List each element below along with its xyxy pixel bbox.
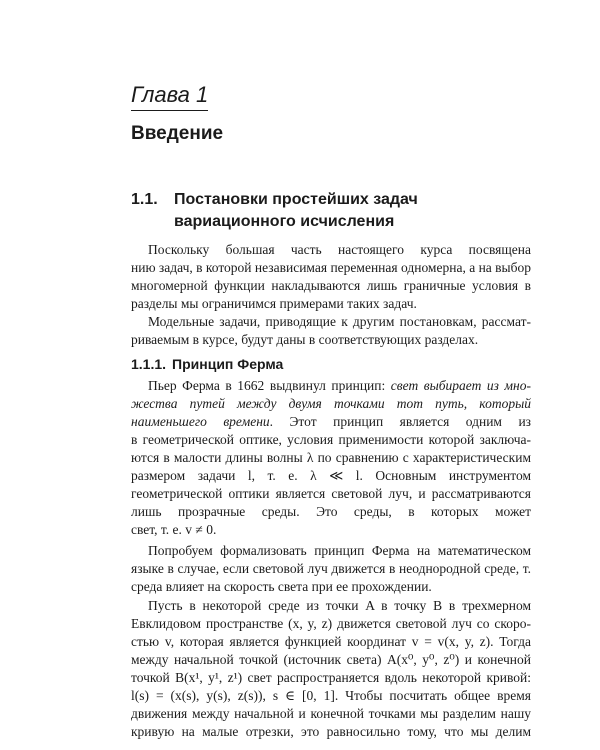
text-line: лишь прозрачные среды. Это среды, в которых может <box>131 504 531 519</box>
text-line: в геометрической оптике, условия применимости которой заключа- <box>131 432 531 447</box>
fermat-paragraph-2 <box>131 542 531 596</box>
text-line: l(s) = (x(s), y(s), z(s)), s ∈ [0, 1]. Чтобы посчитать общее время <box>131 688 531 703</box>
text-line: наименьшего времени. Этот принцип является одним из <box>131 414 531 429</box>
fermat-paragraph-1 <box>131 377 531 539</box>
section-title-line-1: Постановки простейших задач <box>174 191 418 208</box>
emphasis-text: свет выбирает из мно- <box>390 378 531 393</box>
text-line: языке в случае, если световой луч движется в неоднородной среде, т. <box>131 561 531 576</box>
text-line: Попробуем формализовать принцип Ферма на математическом <box>148 543 531 558</box>
text-line: ются в малости длины волны λ по сравнению с характеристическим <box>131 450 531 465</box>
text-line: геометрической оптики является световой луч, и рассматриваются <box>131 486 531 501</box>
text-line: кривую на малые отрезки, это равносильно тому, что мы делим <box>131 724 531 739</box>
subsection-title: Принцип Ферма <box>172 356 284 372</box>
chapter-label: Глава 1 <box>131 82 208 111</box>
emphasis-line: жества путей между двумя точками тот путь, который <box>131 396 531 411</box>
text-line: нию задач, в которой независимая переменная одномерна, а на выбор <box>131 260 531 275</box>
intro-paragraph-2 <box>131 313 531 349</box>
text-line: среда влияет на скорость света при ее прохождении. <box>131 579 432 594</box>
text-line: разделы мы ограничимся примерами таких задач. <box>131 296 417 311</box>
text-line: стью v, которая является функцией координат v = v(x, y, z). Тогда <box>131 634 531 649</box>
text-line: риваемым в курсе, будут даны в соответствующих разделах. <box>131 332 479 347</box>
text-line: Евклидовом пространстве (x, y, z) движется световой луч со скоро- <box>131 616 531 631</box>
intro-paragraph-1 <box>131 241 531 313</box>
text-line: Модельные задачи, приводящие к другим постановкам, рассмат- <box>148 314 531 329</box>
fermat-paragraph-3 <box>131 597 531 741</box>
emphasis-text: наименьшего времени <box>131 414 270 429</box>
section-title-line-2: вариационного исчисления <box>174 213 395 230</box>
text-line: движения между начальной и конечной точками мы разделим нашу <box>131 706 531 721</box>
text-line: размером задачи l, т. е. λ ≪ l. Основным инструментом <box>131 468 531 483</box>
section-number: 1.1. <box>131 191 158 208</box>
text-line: Пусть в некоторой среде из точки A в точку B в трехмерном <box>148 598 531 613</box>
text-line: многомерной функции накладываются лишь граничные условия в <box>131 278 531 293</box>
text-line: между начальной точкой (источник света) A(x⁰, y⁰, z⁰) и конечной <box>131 652 531 667</box>
section-heading <box>131 189 531 233</box>
chapter-title: Введение <box>131 123 224 144</box>
text-line: свет, т. е. v ≠ 0. <box>131 522 217 537</box>
subsection-heading <box>131 355 283 373</box>
text-line: Поскольку большая часть настоящего курса посвящена <box>148 242 531 257</box>
text-line: точкой B(x¹, y¹, z¹) свет распространяется вдоль некоторой кривой: <box>131 670 531 685</box>
subsection-number: 1.1.1. <box>131 356 167 372</box>
text-line: Пьер Ферма в 1662 выдвинул принцип: свет выбирает из мно- <box>148 378 531 393</box>
